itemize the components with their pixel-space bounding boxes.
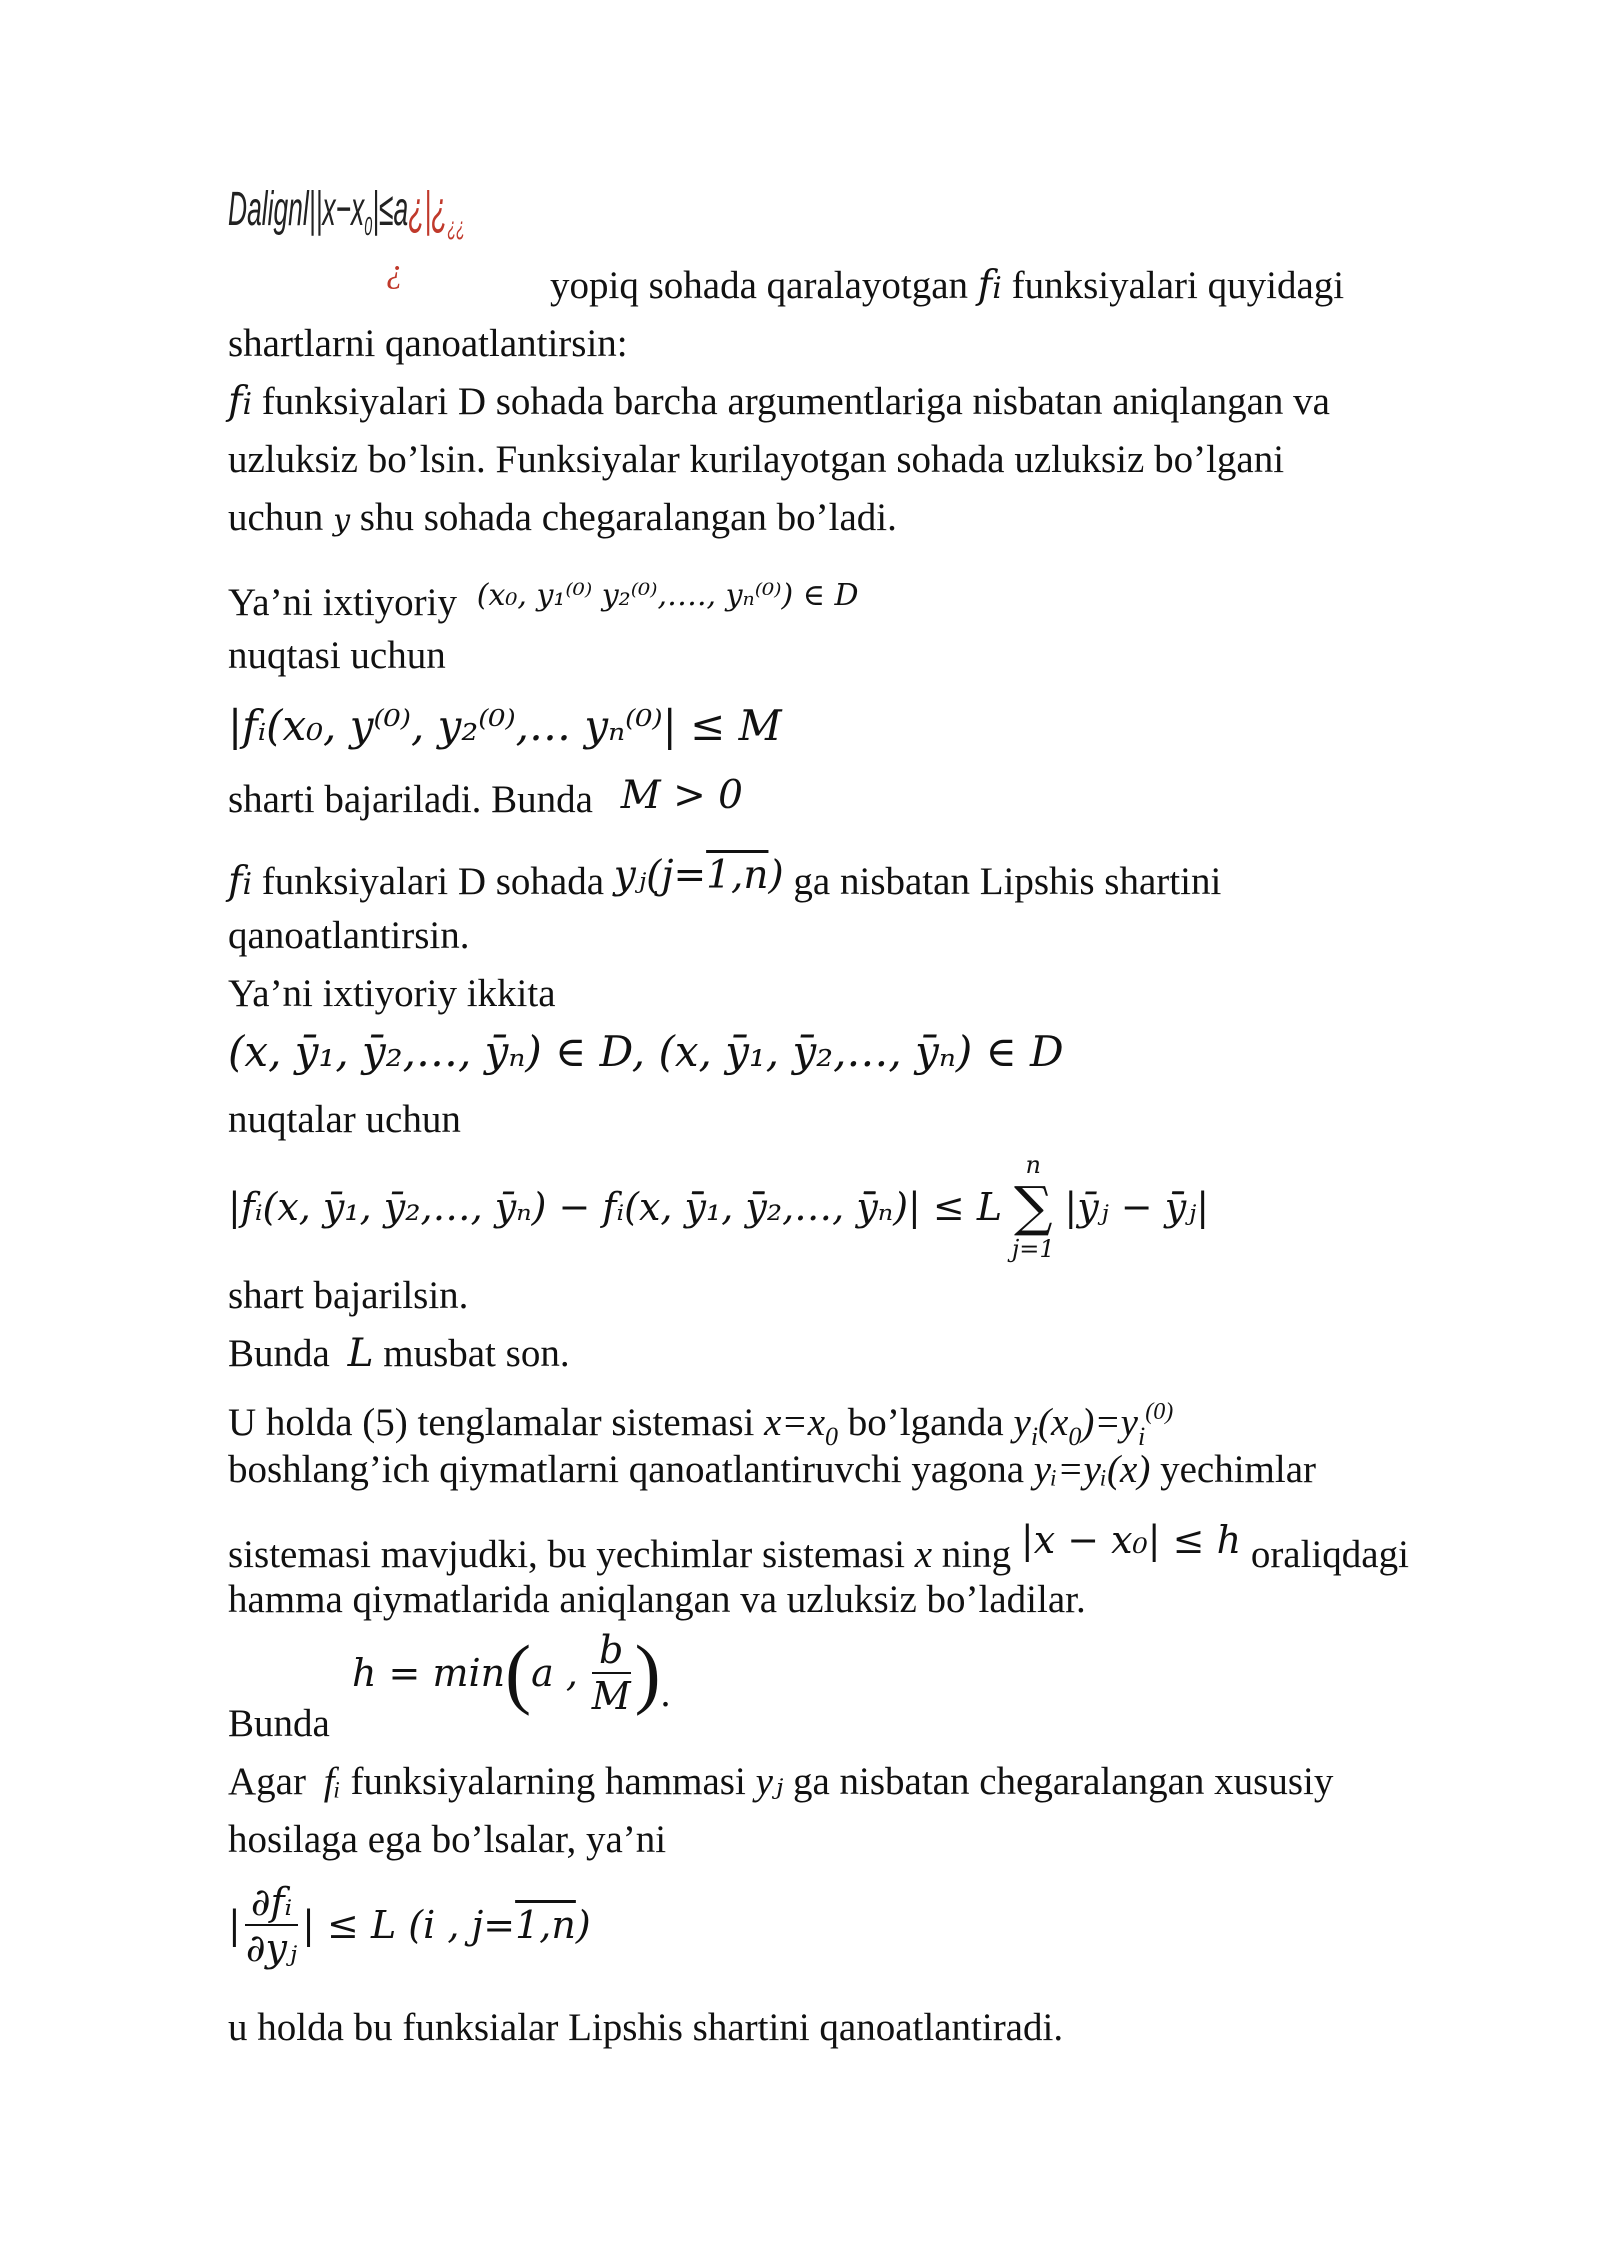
- text-line-21: sistemasi mavjudki, bu yechimlar sistemasi x ning |x − x₀| ≤ h oraliqdagi: [228, 1518, 1409, 1576]
- text-line-15: nuqtalar uchun: [228, 1098, 461, 1141]
- text-line-6: uchun y shu sohada chegaralangan bo’ladi.: [228, 496, 897, 539]
- text-line-23-label: Bunda: [228, 1702, 330, 1745]
- bound-formula: |fᵢ(x₀, y⁽⁰⁾, y₂⁽⁰⁾,… yₙ⁽⁰⁾| ≤ M: [228, 701, 782, 750]
- domain-condition-fragment: ¿: [386, 253, 403, 290]
- text-line-3: shartlarni qanoatlantirsin:: [228, 322, 628, 365]
- derivative-bound-formula: | $\frac{\text{∂fᵢ}}{\text{∂yⱼ}}$ | ≤ L (i , j=1,n): [228, 1880, 591, 1970]
- text-line-5: uzluksiz bo’lsin. Funksiyalar kurilayotgan sohada uzluksiz bo’lgani: [228, 438, 1285, 481]
- summation-sign: n ∑ j=1: [1011, 1151, 1055, 1263]
- text-line-11: fi funksiyalari D sohada yⱼ(j=1,n) ga nisbatan Lipshis shartini: [228, 853, 1222, 904]
- domain-condition-line: [228, 183, 659, 250]
- text-line-22: hamma qiymatlarida aniqlangan va uzluksiz bo’ladilar.: [228, 1578, 1086, 1621]
- point-formula: (x₀, y₁⁽⁰⁾ y₂⁽⁰⁾,…., yₙ⁽⁰⁾) ∈ D: [476, 578, 859, 613]
- text-line-18: Bunda L musbat son.: [228, 1331, 570, 1376]
- h-min-formula: h = min(a , $\frac{b}{M}$ ).: [352, 1628, 671, 1718]
- text-line-27: u holda bu funksialar Lipshis shartini qanoatlantiradi.: [228, 2006, 1064, 2049]
- text-line-4: fi funksiyalari D sohada barcha argumentlariga nisbatan aniqlangan va: [228, 379, 1330, 424]
- text-line-17: shart bajarilsin.: [228, 1274, 469, 1317]
- text-line-20: boshlang’ich qiymatlarni qanoatlantiruvchi yagona yᵢ=yᵢ(x) yechimlar: [228, 1448, 1317, 1491]
- text-line-10: sharti bajariladi. Bunda M > 0: [228, 773, 743, 821]
- text-line-2: yopiq sohada qaralayotgan fi funksiyalari quyidagi: [550, 263, 1345, 308]
- text-line-12: qanoatlantirsin.: [228, 914, 470, 957]
- text-line-25: hosilaga ega bo’lsalar, ya’ni: [228, 1818, 667, 1861]
- text-line-7: Ya’ni ixtiyoriy $^{(x_0, y_1^{(0)} y_2^{(0)},\dots., y_n^{(0)}) \in D}$: [228, 578, 859, 624]
- text-line-19: U holda (5) tenglamalar sistemasi $x=x_0$ bo’lganda $y_i(x_0)=y_i^{(0)}$: [228, 1399, 1174, 1451]
- domain-condition: $Dalignl||x-x_0|\le a¿|¿_{¿¿}$: [228, 183, 465, 241]
- lipschitz-formula: |fᵢ(x, ȳ₁, ȳ₂,…, ȳₙ) − fᵢ(x, ȳ̄₁, ȳ̄₂,…, ȳ̄ₙ)| ≤ L n ∑ j=1 |ȳⱼ − ȳ̄ⱼ|: [228, 1151, 1210, 1263]
- text-line-8: nuqtasi uchun: [228, 634, 446, 677]
- text-line-13: Ya’ni ixtiyoriy ikkita: [228, 972, 556, 1015]
- points-formula: (x, ȳ₁, ȳ₂,…, ȳₙ) ∈ D, (x, ȳ̄₁, ȳ̄₂,…, ȳ̄ₙ) ∈ D: [228, 1027, 1064, 1076]
- text-line-24: Agar fᵢ funksiyalarning hammasi yⱼ ga nisbatan chegaralangan xususiy: [228, 1760, 1334, 1803]
- partial-derivative-fraction: $\frac{\text{∂fᵢ}}{\text{∂yⱼ}}$: [245, 1880, 298, 1970]
- b-over-m-fraction: $\frac{b}{M}$: [591, 1628, 631, 1718]
